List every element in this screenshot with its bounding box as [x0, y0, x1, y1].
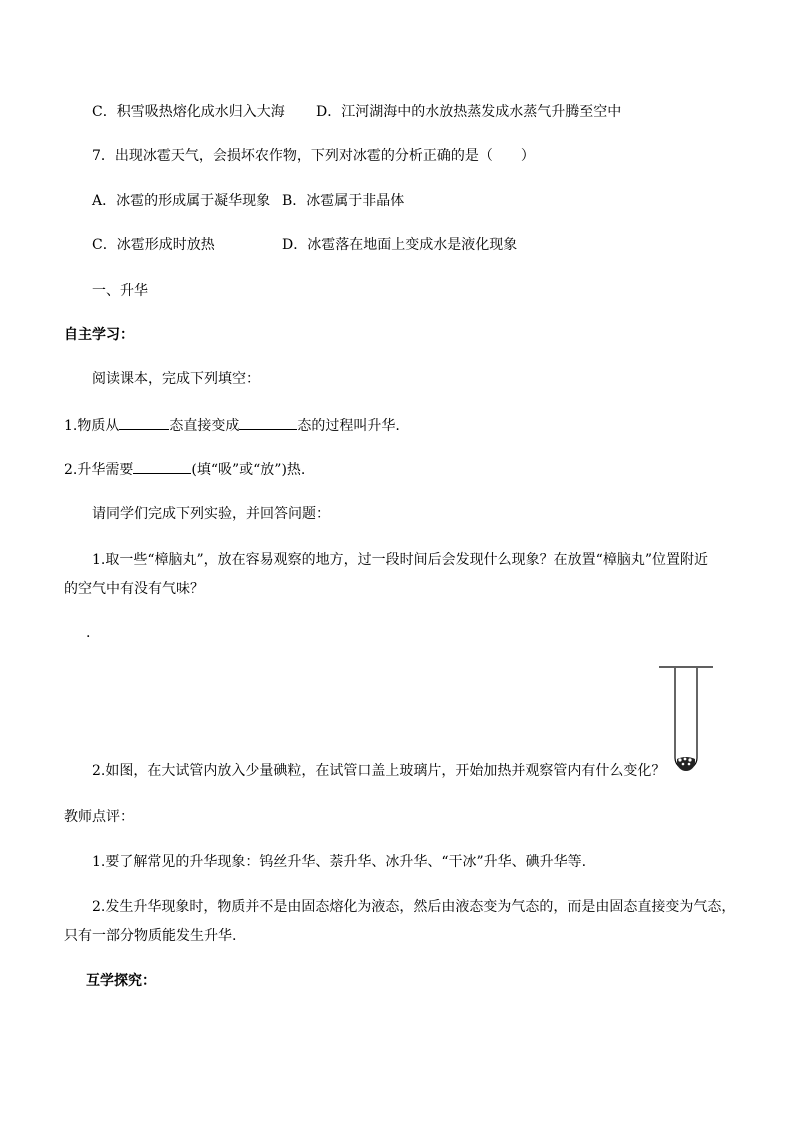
experiment-q2: 2.如图，在大试管内放入少量碘粒，在试管口盖上玻璃片，开始加热并观察管内有什么变化？ [92, 763, 666, 779]
mutual-inquiry-heading: 互学探究： [86, 973, 156, 989]
fill2-blank[interactable] [133, 459, 191, 474]
fill1-middle: 态直接变成 [169, 418, 240, 434]
q7-option-b: B．冰雹属于非晶体 [282, 193, 405, 209]
experiment-q1-line2: 的空气中有没有气味？ [64, 581, 204, 597]
fill2-suffix: (填“吸”或“放”)热. [191, 462, 306, 478]
answer-mark: . [86, 625, 91, 641]
fill-in-item-2 [64, 459, 305, 479]
q7-option-d: D．冰雹落在地面上变成水是液化现象 [282, 237, 518, 253]
self-study-heading: 自主学习： [64, 327, 134, 343]
test-tube-with-iodine-icon [655, 662, 717, 777]
section-title: 一、升华 [92, 283, 148, 299]
q7-option-c: C．冰雹形成时放热 [92, 237, 215, 253]
q7-stem: 7．出现冰雹天气，会损坏农作物，下列对冰雹的分析正确的是（ ） [92, 148, 535, 164]
fill1-blank-1[interactable] [119, 415, 169, 430]
q6-option-c: C．积雪吸热熔化成水归入大海 [92, 104, 285, 120]
fill1-suffix: 态的过程叫升华. [297, 418, 400, 434]
experiment-instruction: 请同学们完成下列实验，并回答问题： [92, 506, 330, 522]
experiment-q1-line1: 1.取一些“樟脑丸”，放在容易观察的地方，过一段时间后会发现什么现象？在放置“樟脑丸”位置附近 [92, 552, 708, 568]
fill2-prefix: 2.升华需要 [64, 462, 134, 478]
fill1-prefix: 1.物质从 [64, 418, 120, 434]
teacher-comment-point-1: 1.要了解常见的升华现象：钨丝升华、萘升华、冰升华、“干冰”升华、碘升华等. [92, 854, 587, 870]
teacher-comment-heading: 教师点评： [64, 809, 134, 825]
fill1-blank-2[interactable] [239, 415, 297, 430]
teacher-comment-point-2-line-2: 只有一部分物质能发生升华. [64, 928, 237, 944]
fill-in-item-1 [64, 415, 400, 435]
q7-option-a: A．冰雹的形成属于凝华现象 [92, 193, 271, 209]
teacher-comment-point-2-line-1: 2.发生升华现象时，物质并不是由固态熔化为液态，然后由液态变为气态的，而是由固态直接变为气态， [92, 899, 736, 915]
self-study-instruction: 阅读课本，完成下列填空： [92, 371, 260, 387]
q6-option-d: D．江河湖海中的水放热蒸发成水蒸气升腾至空中 [316, 104, 622, 120]
